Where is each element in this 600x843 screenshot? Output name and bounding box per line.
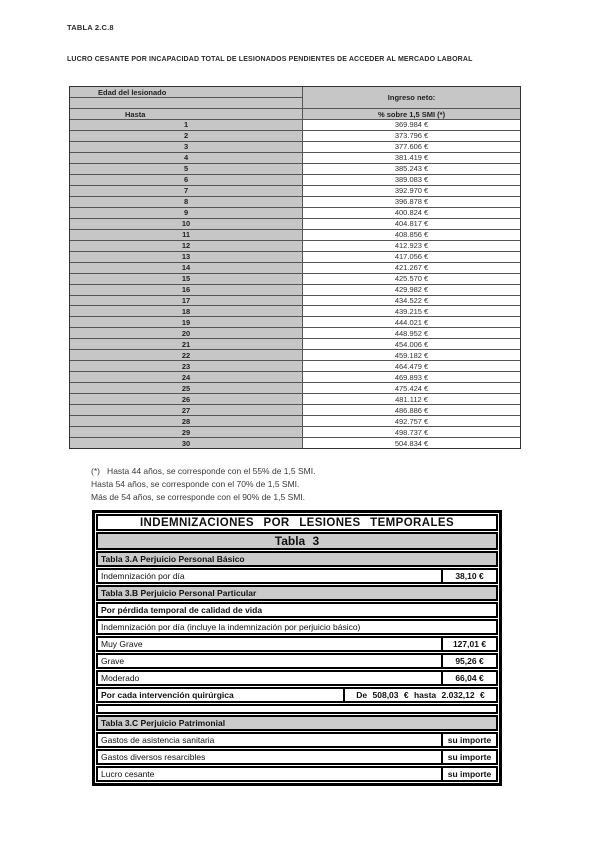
- age-cell: 23: [70, 361, 303, 371]
- age-cell: 8: [70, 197, 303, 207]
- table-row: [70, 175, 520, 186]
- row-label: Grave: [101, 656, 125, 666]
- age-cell: 5: [70, 164, 303, 174]
- indemnizaciones-table: [92, 510, 502, 786]
- value-cell: 486.886 €: [303, 405, 520, 415]
- severity-rows: [96, 636, 498, 686]
- age-cell: 12: [70, 241, 303, 251]
- age-cell: 22: [70, 350, 303, 360]
- footnote-line-3: Más de 54 años, se corresponde con el 90% de 1,5 SMI.: [91, 492, 306, 502]
- value-cell: 381.419 €: [303, 153, 520, 163]
- value-cell: 454.006 €: [303, 339, 520, 349]
- age-cell: 11: [70, 230, 303, 240]
- age-cell: 26: [70, 394, 303, 404]
- value-cell: 373.796 €: [303, 131, 520, 141]
- table1-title: LUCRO CESANTE POR INCAPACIDAD TOTAL DE LESIONADOS PENDIENTES DE ACCEDER AL MERCADO LABORAL: [67, 56, 473, 63]
- age-cell: 14: [70, 263, 303, 273]
- col1-subheader: Hasta: [70, 109, 302, 120]
- table-row: [70, 142, 520, 153]
- lucro-cesante-table: [69, 86, 521, 449]
- table-row: [70, 328, 520, 339]
- value-cell: 425.570 €: [303, 274, 520, 284]
- row-value: 95,26 €: [441, 655, 496, 667]
- table-row: [70, 219, 520, 230]
- value-cell: 408.856 €: [303, 230, 520, 240]
- table1-header-right: [303, 87, 520, 120]
- value-cell: 444.021 €: [303, 317, 520, 327]
- spacer-row: [96, 704, 498, 714]
- age-cell: 18: [70, 306, 303, 316]
- table-row: [70, 306, 520, 317]
- empty-header-cell: [70, 98, 302, 109]
- row-label: Gastos diversos resarcibles: [101, 752, 206, 762]
- value-cell: 404.817 €: [303, 219, 520, 229]
- value-cell: 385.243 €: [303, 164, 520, 174]
- table-row: [70, 405, 520, 416]
- row-label: Por cada intervención quirúrgica: [101, 690, 234, 700]
- value-cell: 459.182 €: [303, 350, 520, 360]
- age-cell: 15: [70, 274, 303, 284]
- table-row: [70, 372, 520, 383]
- table-row: [70, 285, 520, 296]
- table-row: [70, 153, 520, 164]
- age-cell: 6: [70, 175, 303, 185]
- table1-header: [70, 87, 520, 120]
- value-cell: 377.606 €: [303, 142, 520, 152]
- value-cell: 412.923 €: [303, 241, 520, 251]
- value-cell: 481.112 €: [303, 394, 520, 404]
- doc-label: TABLA 2.C.8: [67, 23, 114, 32]
- table-row: [70, 208, 520, 219]
- table-row: [70, 383, 520, 394]
- table-row: [70, 131, 520, 142]
- age-cell: 10: [70, 219, 303, 229]
- patrimonial-row: [96, 749, 498, 765]
- value-cell: 448.952 €: [303, 328, 520, 338]
- col1-header: Edad del lesionado: [70, 87, 302, 98]
- value-cell: 504.834 €: [303, 438, 520, 448]
- age-cell: 17: [70, 296, 303, 306]
- table-row: [70, 339, 520, 350]
- age-cell: 9: [70, 208, 303, 218]
- table-row: [70, 438, 520, 448]
- age-cell: 13: [70, 252, 303, 262]
- row-label: Indemnización por día: [101, 571, 185, 581]
- note-label: Indemnización por día (incluye la indemnización por perjuicio básico): [101, 622, 361, 632]
- age-cell: 28: [70, 416, 303, 426]
- age-cell: 4: [70, 153, 303, 163]
- row-label: Moderado: [101, 673, 140, 683]
- age-cell: 29: [70, 427, 303, 437]
- table-row: [70, 186, 520, 197]
- table-row: [70, 296, 520, 307]
- section-b-header: Tabla 3.B Perjuicio Personal Particular: [96, 585, 498, 601]
- row-value: 127,01 €: [441, 638, 496, 650]
- row-value: su importe: [441, 751, 496, 763]
- age-cell: 1: [70, 120, 303, 130]
- value-cell: 400.824 €: [303, 208, 520, 218]
- table-row: [70, 361, 520, 372]
- table-row: [70, 197, 520, 208]
- table-row: [70, 252, 520, 263]
- age-cell: 27: [70, 405, 303, 415]
- table-row: [70, 416, 520, 427]
- row-value: De 508,03 € hasta 2.032,12 €: [343, 689, 496, 701]
- age-cell: 3: [70, 142, 303, 152]
- table-row: [70, 230, 520, 241]
- table-row: [70, 274, 520, 285]
- value-cell: 434.522 €: [303, 296, 520, 306]
- patrimonial-row: [96, 732, 498, 748]
- col2-header: Ingreso neto:: [303, 87, 520, 109]
- row-label: Lucro cesante: [101, 769, 155, 779]
- table1-header-left: [70, 87, 303, 120]
- value-cell: 369.984 €: [303, 120, 520, 130]
- value-cell: 389.083 €: [303, 175, 520, 185]
- footnote: [91, 465, 315, 504]
- value-cell: 396.878 €: [303, 197, 520, 207]
- surgery-row: [96, 687, 498, 703]
- table-row: [70, 164, 520, 175]
- value-cell: 392.970 €: [303, 186, 520, 196]
- value-cell: 464.479 €: [303, 361, 520, 371]
- age-cell: 2: [70, 131, 303, 141]
- value-cell: 439.215 €: [303, 306, 520, 316]
- section-c-header: Tabla 3.C Perjuicio Patrimonial: [96, 715, 498, 731]
- age-cell: 7: [70, 186, 303, 196]
- row-label: Muy Grave: [101, 639, 143, 649]
- value-cell: 429.982 €: [303, 285, 520, 295]
- age-cell: 25: [70, 383, 303, 393]
- row-label: Gastos de asistencia sanitaria: [101, 735, 215, 745]
- severity-row: [96, 670, 498, 686]
- row-value: su importe: [441, 734, 496, 746]
- patrimonial-rows: [96, 732, 498, 782]
- table3-title: INDEMNIZACIONES POR LESIONES TEMPORALES: [96, 514, 498, 531]
- table-row: [70, 263, 520, 274]
- section-b-subheader-row: [96, 602, 498, 618]
- row-value: su importe: [441, 768, 496, 780]
- age-cell: 24: [70, 372, 303, 382]
- age-cell: 16: [70, 285, 303, 295]
- value-cell: 498.737 €: [303, 427, 520, 437]
- section-b-note-row: [96, 619, 498, 635]
- age-cell: 19: [70, 317, 303, 327]
- value-cell: 475.424 €: [303, 383, 520, 393]
- table-row: [70, 350, 520, 361]
- severity-row: [96, 636, 498, 652]
- footnote-line-2: Hasta 54 años, se corresponde con el 70% de 1,5 SMI.: [91, 479, 300, 489]
- value-cell: 492.757 €: [303, 416, 520, 426]
- table-row: [70, 241, 520, 252]
- table-row: [70, 120, 520, 131]
- value-cell: 417.056 €: [303, 252, 520, 262]
- age-cell: 20: [70, 328, 303, 338]
- section-a-row: [96, 568, 498, 584]
- table1-body: [70, 120, 520, 448]
- table-row: [70, 394, 520, 405]
- subheader-label: Por pérdida temporal de calidad de vida: [101, 605, 263, 615]
- footnote-line-1: (*) Hasta 44 años, se corresponde con el 55% de 1,5 SMI.: [91, 466, 316, 476]
- patrimonial-row: [96, 766, 498, 782]
- value-cell: 469.893 €: [303, 372, 520, 382]
- age-cell: 30: [70, 438, 303, 448]
- value-cell: 421.267 €: [303, 263, 520, 273]
- age-cell: 21: [70, 339, 303, 349]
- table3-subtitle: Tabla 3: [96, 532, 498, 550]
- severity-row: [96, 653, 498, 669]
- table-row: [70, 427, 520, 438]
- row-value: 38,10 €: [441, 570, 496, 582]
- col2-subheader: % sobre 1,5 SMI (*): [303, 109, 520, 120]
- table-row: [70, 317, 520, 328]
- section-a-header: Tabla 3.A Perjuicio Personal Básico: [96, 551, 498, 567]
- row-value: 66,04 €: [441, 672, 496, 684]
